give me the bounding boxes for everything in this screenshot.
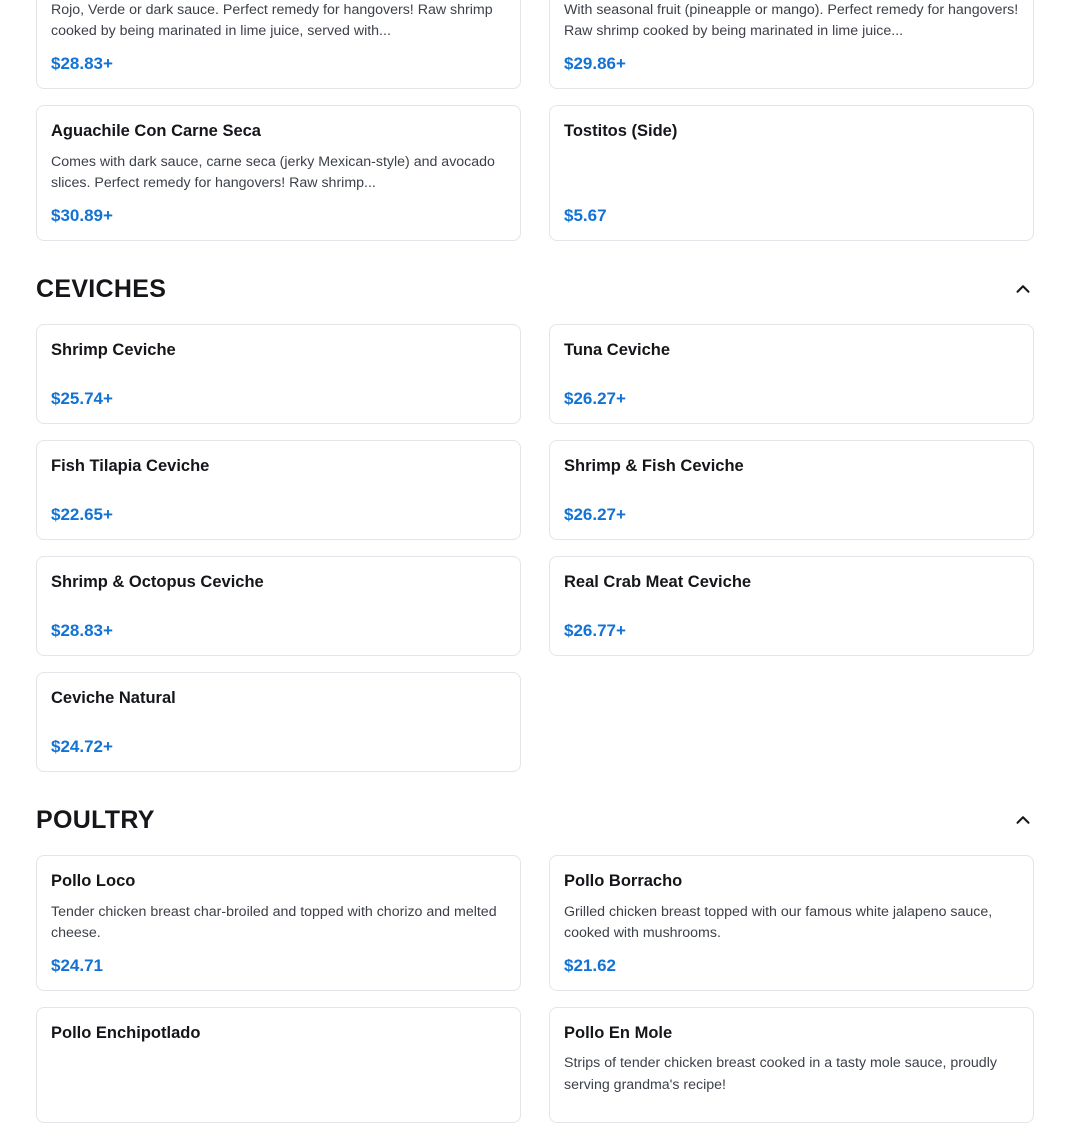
menu-item-name: Tuna Ceviche bbox=[564, 340, 671, 359]
menu-item-card[interactable] bbox=[549, 440, 1034, 540]
menu-item-name: Pollo En Mole bbox=[564, 1023, 673, 1042]
menu-item-description: Grilled chicken breast topped with our famous white jalapeno sauce, cooked with mushrooms. bbox=[564, 903, 993, 941]
menu-item-price: $28.83+ bbox=[51, 54, 113, 74]
menu-item-description: Comes with dark sauce, carne seca (jerky Mexican-style) and avocado slices. Perfect remedy for hangovers! Raw shrimp... bbox=[51, 153, 495, 191]
menu-item-price: $28.83+ bbox=[51, 620, 113, 640]
menu-item-card[interactable] bbox=[36, 855, 521, 991]
menu-item-name: Pollo Loco bbox=[51, 871, 136, 890]
menu-item-name: Real Crab Meat Ceviche bbox=[564, 572, 752, 591]
section-header-ceviches[interactable] bbox=[36, 241, 1034, 324]
menu-item-card[interactable] bbox=[36, 556, 521, 656]
menu-item-price: $24.71 bbox=[51, 955, 103, 975]
menu-item-name: Ceviche Natural bbox=[51, 688, 176, 707]
menu-item-price: $30.89+ bbox=[51, 205, 113, 225]
menu-item-name: Pollo Borracho bbox=[564, 871, 683, 890]
section-title: POULTRY bbox=[36, 805, 155, 834]
menu-item-description: Rojo, Verde or dark sauce. Perfect remedy for hangovers! Raw shrimp cooked by being marinated in lime juice, served with... bbox=[51, 2, 493, 40]
card-spacer bbox=[564, 152, 1019, 206]
menu-item-name: Shrimp & Fish Ceviche bbox=[564, 456, 744, 475]
card-spacer bbox=[51, 487, 506, 505]
card-spacer bbox=[51, 719, 506, 737]
menu-item-price: $24.72+ bbox=[51, 736, 113, 756]
menu-item-price: $26.27+ bbox=[564, 388, 626, 408]
menu-item-price: $25.74+ bbox=[51, 388, 113, 408]
menu-item-price: $5.67 bbox=[564, 205, 607, 225]
menu-item-card[interactable] bbox=[549, 556, 1034, 656]
menu-item-card[interactable] bbox=[549, 324, 1034, 424]
menu-grid-aguachiles-top bbox=[36, 0, 1034, 89]
card-spacer bbox=[564, 371, 1019, 389]
menu-item-name: Fish Tilapia Ceviche bbox=[51, 456, 210, 475]
menu-item-card[interactable] bbox=[36, 672, 521, 772]
menu-item-price: $26.27+ bbox=[564, 504, 626, 524]
menu-item-price: $21.62 bbox=[564, 955, 616, 975]
menu-item-card[interactable] bbox=[36, 440, 521, 540]
menu-item-description: Tender chicken breast char-broiled and topped with chorizo and melted cheese. bbox=[51, 903, 497, 941]
card-spacer bbox=[564, 487, 1019, 505]
menu-item-card[interactable] bbox=[549, 1007, 1034, 1123]
menu-item-name: Shrimp Ceviche bbox=[51, 340, 176, 359]
menu-item-card[interactable] bbox=[36, 0, 521, 89]
menu-item-description: With seasonal fruit (pineapple or mango). Perfect remedy for hangovers! Raw shrimp cooked by being marinated in lime juice... bbox=[564, 2, 1019, 40]
menu-item-price: $26.77+ bbox=[564, 620, 626, 640]
menu-item-description: Strips of tender chicken breast cooked in a tasty mole sauce, proudly serving grandma's recipe! bbox=[564, 1055, 997, 1093]
menu-item-name: Pollo Enchipotlado bbox=[51, 1023, 201, 1042]
menu-grid-poultry bbox=[36, 855, 1034, 1123]
section-title: CEVICHES bbox=[36, 274, 167, 303]
menu-item-card[interactable] bbox=[36, 1007, 521, 1123]
menu-grid-aguachiles-bottom bbox=[36, 105, 1034, 241]
menu-item-name: Tostitos (Side) bbox=[564, 122, 678, 141]
chevron-up-icon[interactable] bbox=[1012, 278, 1034, 300]
menu-item-price: $22.65+ bbox=[51, 504, 113, 524]
menu-item-price: $29.86+ bbox=[564, 54, 626, 74]
menu-item-name: Shrimp & Octopus Ceviche bbox=[51, 572, 264, 591]
chevron-up-icon[interactable] bbox=[1012, 809, 1034, 831]
card-spacer bbox=[51, 371, 506, 389]
menu-item-name: Aguachile Con Carne Seca bbox=[51, 122, 261, 141]
menu-item-card[interactable] bbox=[36, 324, 521, 424]
card-spacer bbox=[564, 603, 1019, 621]
menu-item-card[interactable] bbox=[36, 105, 521, 241]
card-spacer bbox=[51, 603, 506, 621]
menu-item-card[interactable] bbox=[549, 105, 1034, 241]
menu-grid-ceviches bbox=[36, 324, 1034, 772]
menu-item-card[interactable] bbox=[549, 855, 1034, 991]
menu-item-card[interactable] bbox=[549, 0, 1034, 89]
section-header-poultry[interactable] bbox=[36, 772, 1034, 855]
